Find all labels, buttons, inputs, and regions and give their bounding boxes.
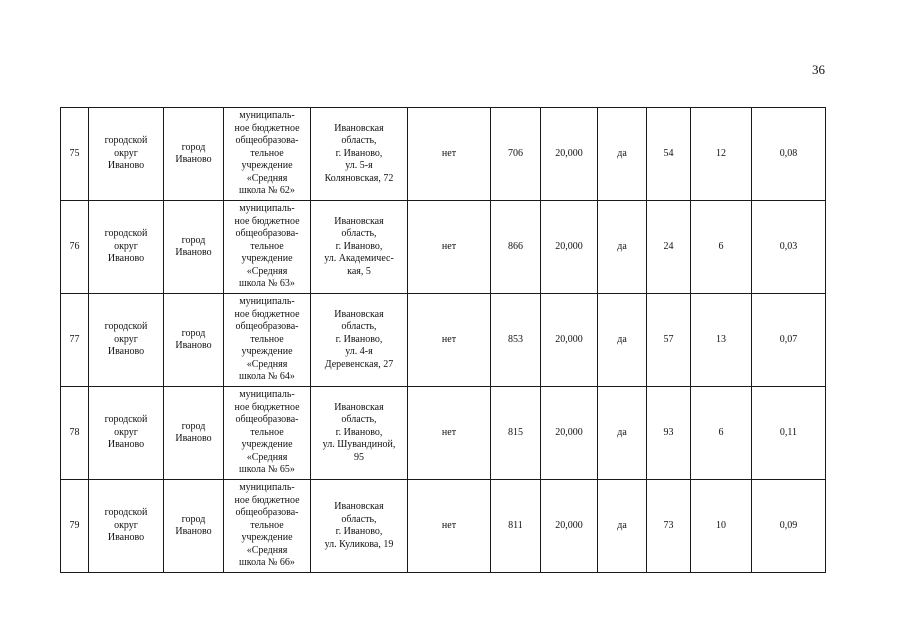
value-cell: 0,08 [752,108,826,201]
value-cell: 13 [691,294,752,387]
value-cell: 6 [691,201,752,294]
value-cell: 93 [647,387,691,480]
locality-cell: город Иваново [164,201,224,294]
value-cell: 811 [491,480,541,573]
institution-name-cell: муниципаль- ное бюджетное общеобразова- тельное учреждение «Средняя школа № 65» [224,387,311,480]
value-cell: 20,000 [541,387,598,480]
value-cell: 20,000 [541,294,598,387]
locality-cell: город Иваново [164,108,224,201]
address-cell: Ивановская область, г. Иваново, ул. 5-я Коляновская, 72 [311,108,408,201]
row-number-cell: 78 [61,387,89,480]
address-cell: Ивановская область, г. Иваново, ул. Куликова, 19 [311,480,408,573]
district-cell: городской округ Иваново [89,201,164,294]
flag-cell: нет [408,201,491,294]
value-cell: 853 [491,294,541,387]
district-cell: городской округ Иваново [89,294,164,387]
table-row [61,387,826,480]
value-cell: 0,11 [752,387,826,480]
flag-cell: да [598,480,647,573]
value-cell: 20,000 [541,480,598,573]
address-cell: Ивановская область, г. Иваново, ул. 4-я Деревенская, 27 [311,294,408,387]
table-row [61,480,826,573]
table-row [61,108,826,201]
row-number-cell: 75 [61,108,89,201]
table-row [61,201,826,294]
value-cell: 6 [691,387,752,480]
value-cell: 866 [491,201,541,294]
address-cell: Ивановская область, г. Иваново, ул. Шувандиной, 95 [311,387,408,480]
page-number: 36 [812,62,825,77]
flag-cell: да [598,294,647,387]
flag-cell: да [598,108,647,201]
row-number-cell: 77 [61,294,89,387]
value-cell: 10 [691,480,752,573]
value-cell: 0,09 [752,480,826,573]
value-cell: 24 [647,201,691,294]
value-cell: 706 [491,108,541,201]
flag-cell: нет [408,294,491,387]
row-number-cell: 79 [61,480,89,573]
institution-name-cell: муниципаль- ное бюджетное общеобразова- тельное учреждение «Средняя школа № 64» [224,294,311,387]
institution-name-cell: муниципаль- ное бюджетное общеобразова- тельное учреждение «Средняя школа № 62» [224,108,311,201]
district-cell: городской округ Иваново [89,108,164,201]
school-register-table [60,107,826,573]
flag-cell: нет [408,387,491,480]
flag-cell: нет [408,108,491,201]
value-cell: 73 [647,480,691,573]
value-cell: 12 [691,108,752,201]
institution-name-cell: муниципаль- ное бюджетное общеобразова- тельное учреждение «Средняя школа № 66» [224,480,311,573]
flag-cell: да [598,387,647,480]
table-row [61,294,826,387]
district-cell: городской округ Иваново [89,387,164,480]
value-cell: 20,000 [541,201,598,294]
locality-cell: город Иваново [164,387,224,480]
value-cell: 54 [647,108,691,201]
value-cell: 0,07 [752,294,826,387]
row-number-cell: 76 [61,201,89,294]
locality-cell: город Иваново [164,480,224,573]
locality-cell: город Иваново [164,294,224,387]
value-cell: 20,000 [541,108,598,201]
value-cell: 815 [491,387,541,480]
flag-cell: да [598,201,647,294]
value-cell: 0,03 [752,201,826,294]
value-cell: 57 [647,294,691,387]
address-cell: Ивановская область, г. Иваново, ул. Академичес- кая, 5 [311,201,408,294]
institution-name-cell: муниципаль- ное бюджетное общеобразова- тельное учреждение «Средняя школа № 63» [224,201,311,294]
flag-cell: нет [408,480,491,573]
district-cell: городской округ Иваново [89,480,164,573]
